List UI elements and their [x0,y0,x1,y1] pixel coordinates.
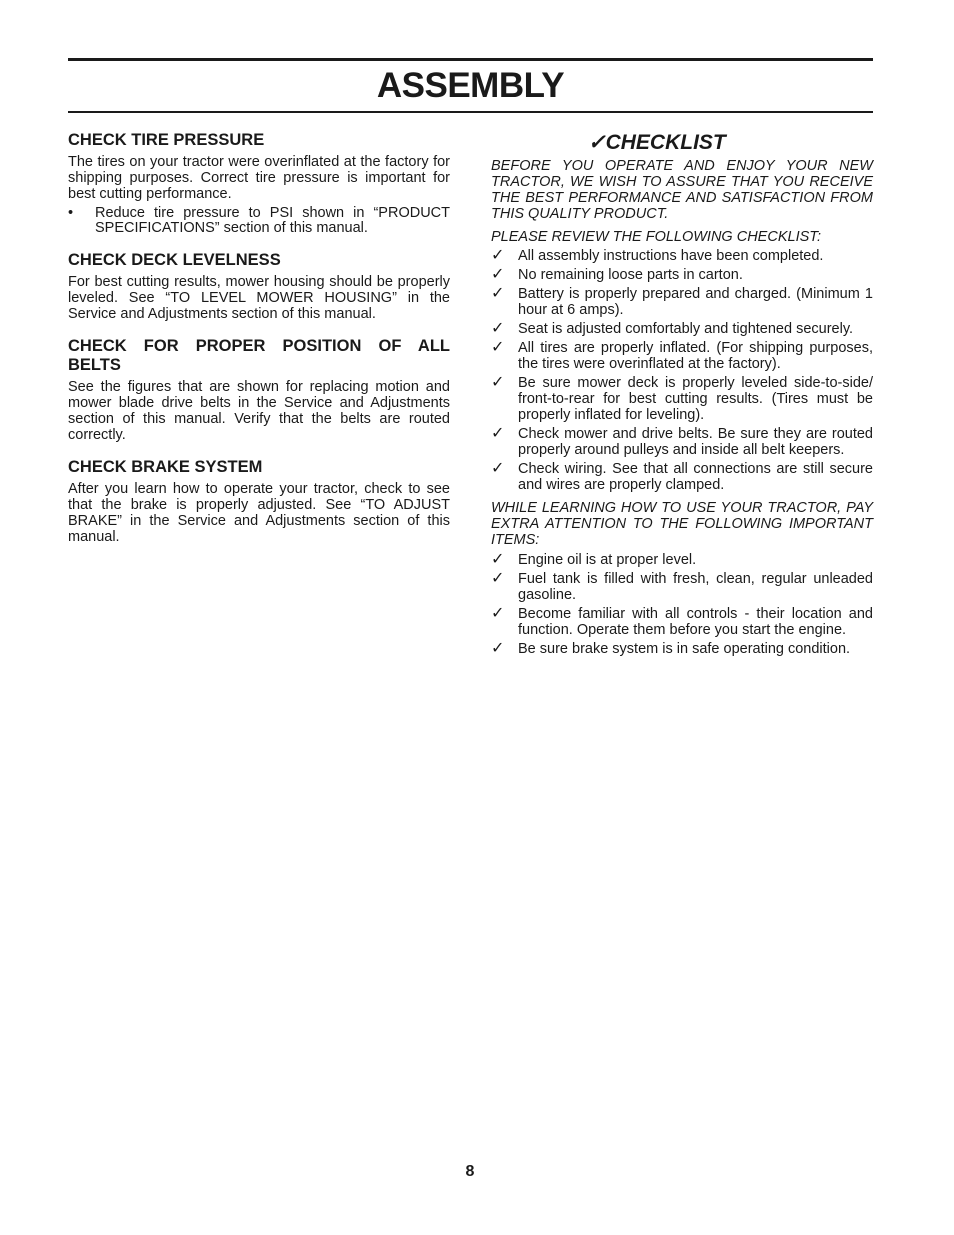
checklist-item-text: Be sure mower deck is properly leveled side-to-side/ front-to-rear for best cutting results. (Tires must be properly inflated for leveling). [518,375,873,423]
checklist-item [491,461,873,493]
check-mark-icon: ✓ [491,339,505,356]
checklist-item-text: Engine oil is at proper level. [518,552,697,568]
check-mark-icon: ✓ [491,460,505,477]
section-heading: CHECK TIRE PRESSURE [68,131,265,149]
check-mark-icon: ✓ [491,551,505,568]
section-deck-levelness [68,251,450,322]
header-rule-bottom [68,111,873,113]
checklist-review-note: PLEASE REVIEW THE FOLLOWING CHECKLIST: [491,229,822,245]
checklist-title: ✓CHECKLIST [588,131,726,154]
checklist-item [491,267,873,283]
learning-note: WHILE LEARNING HOW TO USE YOUR TRACTOR, PAY EXTRA ATTENTION TO THE FOLLOWING IMPORTANT ITEMS: [491,500,873,548]
bullet-dot: • [68,205,74,221]
checklist-item-text: Check mower and drive belts. Be sure they are routed properly around pulleys and inside all belt keepers. [518,426,873,458]
important-items-list [491,552,873,657]
section-body: See the figures that are shown for replacing motion and mower blade drive belts in the Service and Adjustments section of this manual. Verify that the belts are routed correctly. [68,379,450,443]
header-rule-top [68,58,873,61]
checklist-item-text: Be sure brake system is in safe operating condition. [518,641,851,657]
section-belts [68,337,450,443]
check-mark-icon: ✓ [491,374,505,391]
check-mark-icon: ✓ [491,605,505,622]
checklist-item [491,286,873,318]
page-number: 8 [465,1163,475,1180]
checklist-item-text: Check wiring. See that all connections are still secure and wires are properly clamped. [518,461,873,493]
section-brake-system [68,458,450,545]
page-title: ASSEMBLY [376,66,565,105]
checklist-item [491,375,873,423]
checklist-item [491,321,873,337]
checklist-item [491,571,873,603]
bullet-text: Reduce tire pressure to PSI shown in “PRODUCT SPECIFICATIONS” section of this manual. [95,205,450,236]
check-mark-icon: ✓ [491,425,505,442]
section-body: The tires on your tractor were overinflated at the factory for shipping purposes. Correct tire pressure is important for best cutting performance. [68,154,450,202]
check-mark-icon: ✓ [491,247,505,264]
section-heading: CHECK BRAKE SYSTEM [68,458,263,476]
checklist-item [491,340,873,372]
left-column [68,131,450,560]
check-mark-icon: ✓ [491,640,505,657]
checklist-item [491,426,873,458]
section-body: For best cutting results, mower housing should be properly leveled. See “TO LEVEL MOWER HOUSING” in the Service and Adjustments section of this manual. [68,274,450,322]
checklist-item-text: Become familiar with all controls - their location and function. Operate them before you start the engine. [518,606,873,638]
section-tire-pressure [68,131,450,236]
check-mark-icon: ✓ [491,266,505,283]
checklist-item-text: No remaining loose parts in carton. [518,267,743,283]
checklist-list [491,248,873,493]
check-mark-icon: ✓ [491,570,505,587]
checklist-item [491,641,873,657]
checklist-item-text: Battery is properly prepared and charged. (Minimum 1 hour at 6 amps). [518,286,873,318]
checklist-item-text: Fuel tank is filled with fresh, clean, regular unleaded gasoline. [518,571,873,603]
section-body: After you learn how to operate your tractor, check to see that the brake is properly adjusted. See “TO ADJUST BRAKE” in the Service and Adjustments section of this manual. [68,481,450,545]
checklist-item-text: All assembly instructions have been completed. [518,248,824,264]
checklist-intro: BEFORE YOU OPERATE AND ENJOY YOUR NEW TRACTOR, WE WISH TO ASSURE THAT YOU RECEIVE THE BEST PERFORMANCE AND SATISFACTION FROM THIS QUALITY PRODUCT. [491,158,873,222]
right-column [491,131,873,660]
section-heading: CHECK DECK LEVELNESS [68,251,281,269]
checklist-item [491,552,873,568]
check-mark-icon: ✓ [491,285,505,302]
checklist-item-text: All tires are properly inflated. (For shipping purposes, the tires were overinflated at the factory). [518,340,873,372]
checklist-item-text: Seat is adjusted comfortably and tightened securely. [518,321,854,337]
check-mark-icon: ✓ [491,320,505,337]
section-heading: CHECK FOR PROPER POSITION OF ALL BELTS [68,337,450,374]
checklist-item [491,606,873,638]
checklist-item [491,248,873,264]
bullet-item [68,206,450,236]
